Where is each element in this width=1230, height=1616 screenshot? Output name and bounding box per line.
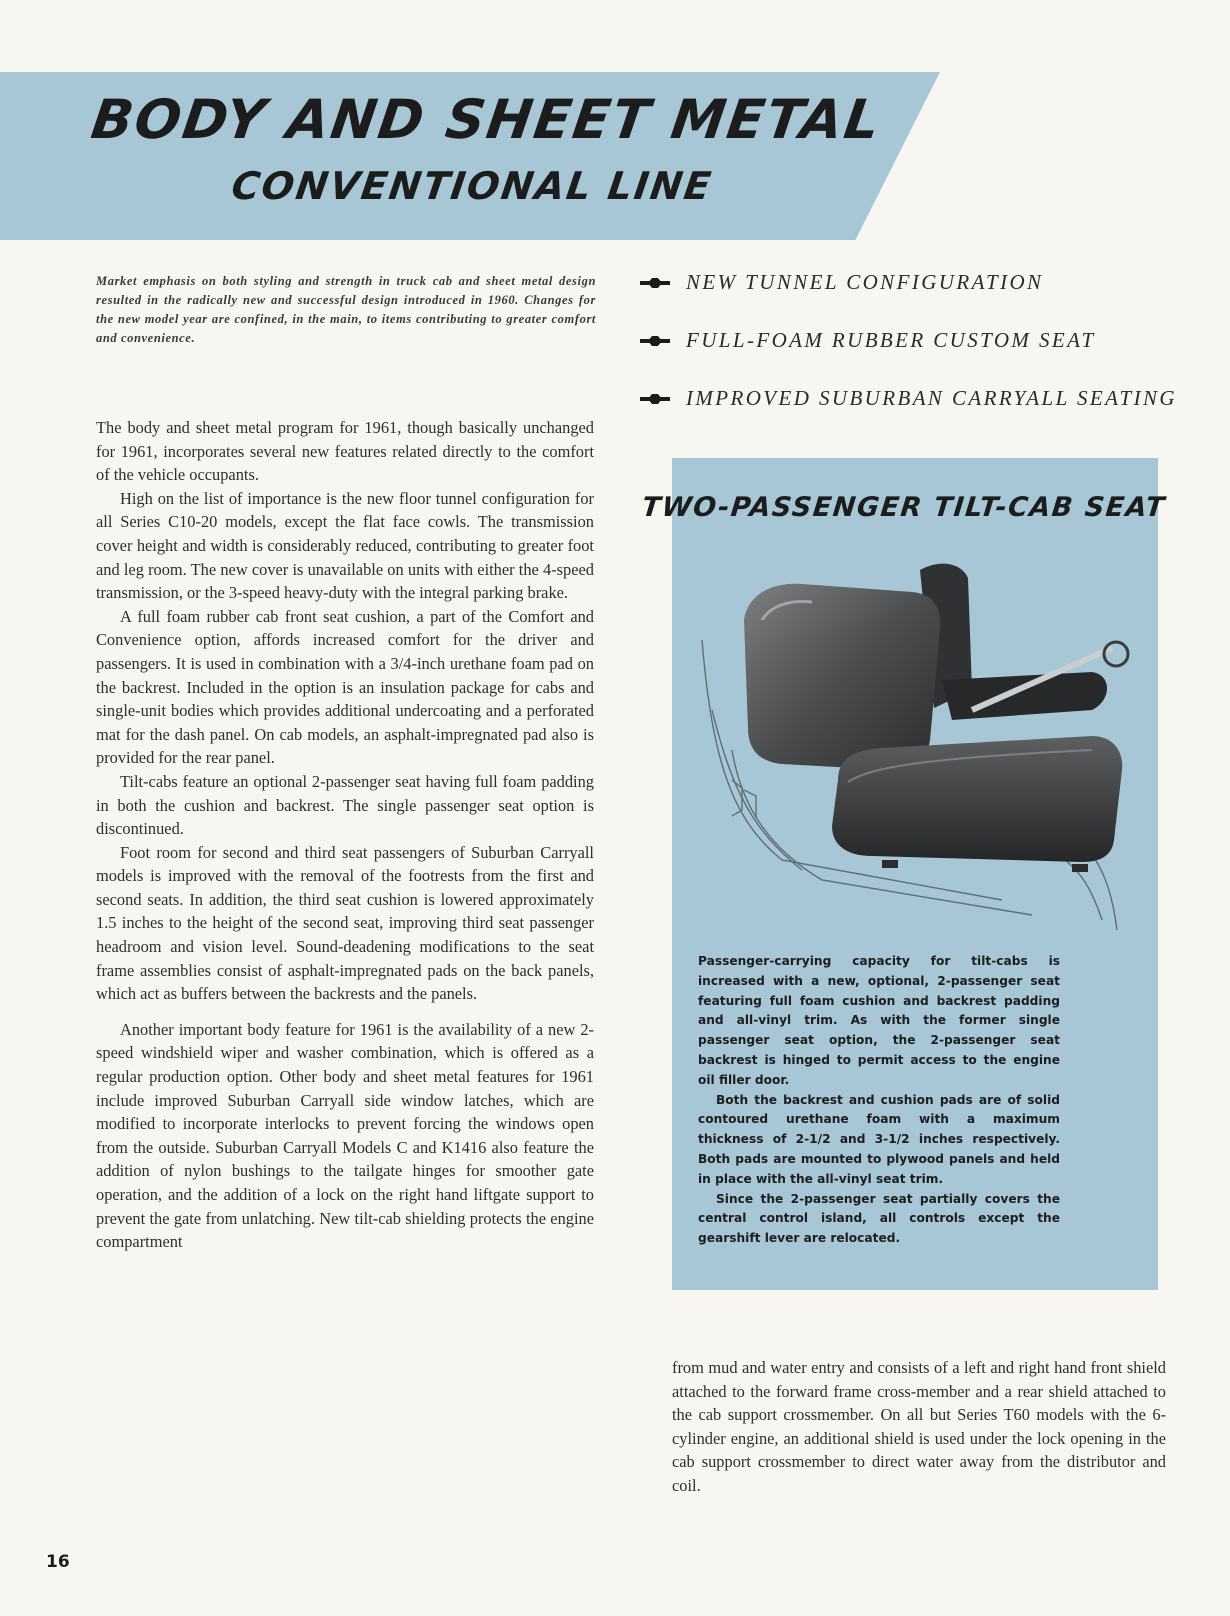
page-subtitle: CONVENTIONAL LINE [228, 164, 716, 208]
tilt-cab-seat-photo [672, 560, 1158, 940]
body-paragraph: A full foam rubber cab front seat cushion, a part of the Comfort and Convenience option, affords increased comfort for the driver and passengers. It is used in combination with a 3/4-inch urethane foam pad on the backrest. Included in the option is an insulation package for cabs and single-unit bodies which provides additional undercoating and a perforated mat for the dash panel. On cab models, an asphalt-impregnated pad also is provided for the rear panel. [96, 606, 594, 768]
main-backrest [744, 584, 940, 770]
bowtie-icon [640, 336, 670, 346]
feature-item [640, 328, 1177, 386]
caption-paragraph: Both the backrest and cushion pads are of solid contoured urethane foam with a maximum thickness of 2-1/2 and 3-1/2 inches respectively. Both pads are mounted to plywood panels and held in place with the all-vinyl seat trim. [698, 1092, 1060, 1186]
sidebar-title: TWO-PASSENGER TILT-CAB SEAT [640, 492, 1168, 523]
feature-item [640, 386, 1177, 444]
feature-list [640, 270, 1177, 444]
page-number: 16 [46, 1552, 70, 1572]
caption-paragraph: Since the 2-passenger seat partially covers the central control island, all controls except the gearshift lever are relocated. [698, 1191, 1060, 1246]
body-paragraph: The body and sheet metal program for 1961, though basically unchanged for 1961, incorporates several new features related directly to the comfort of the vehicle occupants. [96, 418, 594, 485]
main-cushion [832, 736, 1122, 862]
body-paragraph: High on the list of importance is the new floor tunnel configuration for all Series C10-20 models, except the flat face cowls. The transmission cover height and width is considerably reduced, contributing to greater foot and leg room. The new cover is unavailable on units with either the 4-speed transmission, or the 3-speed heavy-duty with the integral parking brake. [96, 488, 594, 603]
caption-paragraph: Passenger-carrying capacity for tilt-cabs is increased with a new, optional, 2-passenger seat featuring full foam cushion and backrest padding and all-vinyl trim. As with the former single passenger seat option, the 2-passenger seat backrest is hinged to permit access to the engine oil filler door. [698, 954, 1060, 1087]
body-paragraph: Another important body feature for 1961 is the availability of a new 2-speed windshield wiper and washer combination, which is offered as a regular production option. Other body and sheet metal features for 1961 include improved Suburban Carryall side window latches, which are modified to incorporate interlocks to prevent forcing the windows open from the outside. Suburban Carryall Models C and K1416 also feature the addition of nylon bushings to the tailgate hinges for smoother gate operation, and the addition of a lock on the right hand liftgate support to prevent the gate from unlatching. New tilt-cab shielding protects the engine compartment [96, 1019, 594, 1252]
right-cushion [942, 672, 1107, 720]
feature-label: IMPROVED SUBURBAN CARRYALL SEATING [686, 386, 1177, 410]
sidebar-caption [698, 952, 1060, 1249]
body-paragraph: Tilt-cabs feature an optional 2-passenger seat having full foam padding in both the cushion and backrest. The single passenger seat option is discontinued. [96, 771, 594, 839]
body-text-left-column [96, 416, 594, 1254]
intro-paragraph: Market emphasis on both styling and strength in truck cab and sheet metal design resulted in the radically new and successful design introduced in 1960. Changes for the new model year are confined, in the main, to items contributing to greater comfort and convenience. [96, 274, 596, 345]
feature-item [640, 270, 1177, 328]
body-text-right-column: from mud and water entry and consists of a left and right hand front shield attached to the forward frame cross-member and a rear shield attached to the cab support crossmember. On all but Series T60 models with the 6-cylinder engine, an additional shield is used under the lock opening in the cab support crossmember to direct water away from the distributor and coil. [672, 1358, 1166, 1495]
feature-label: FULL-FOAM RUBBER CUSTOM SEAT [686, 328, 1096, 352]
bowtie-icon [640, 278, 670, 288]
bowtie-icon [640, 394, 670, 404]
body-paragraph: Foot room for second and third seat passengers of Suburban Carryall models is improved with the removal of the footrests from the first and second seats. In addition, the third seat cushion is lowered approximately 1.5 inches to the height of the second seat, improving third seat passenger headroom and vision level. Sound-deadening modifications to the seat frame assemblies consist of asphalt-impregnated pads on the back panels, which act as buffers between the backrests and the panels. [96, 842, 594, 1004]
feature-label: NEW TUNNEL CONFIGURATION [686, 270, 1044, 294]
page-title: BODY AND SHEET METAL [87, 88, 886, 151]
